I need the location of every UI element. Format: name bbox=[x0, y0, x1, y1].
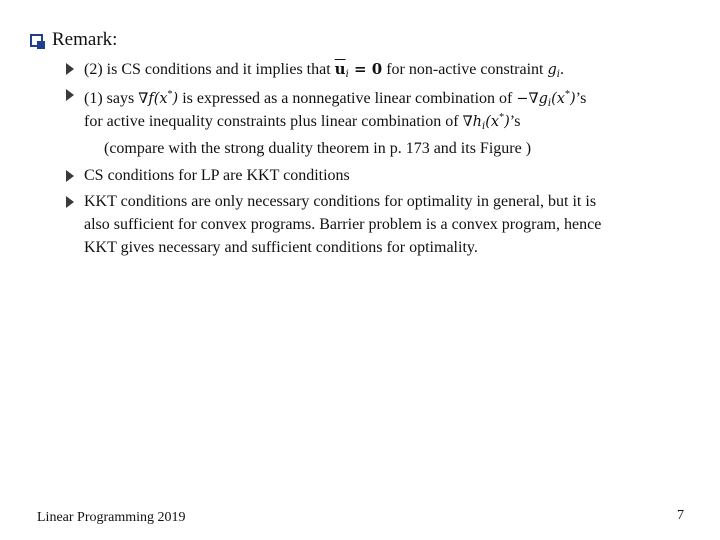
bullet-lp-kkt: CS conditions for LP are KKT conditions bbox=[84, 167, 350, 184]
arrow-bullet-icon bbox=[66, 89, 74, 101]
bullet-gradient-line3: (compare with the strong duality theorem in p. 173 and its Figure ) bbox=[104, 140, 532, 157]
u-bar-var: $\overline{u}$ bbox=[334, 60, 346, 78]
arrow-bullet-icon bbox=[66, 170, 74, 182]
bullet-kkt-line1: KKT conditions are only necessary conditions for optimality in general, but it is bbox=[84, 193, 597, 210]
footer-course: Linear Programming 2019 bbox=[37, 510, 186, 525]
bullet-kkt-line3: KKT gives necessary and sufficient conditions for optimality. bbox=[84, 239, 478, 256]
bullet-gradient-line1: (1) says ∇f(x*) is expressed as a nonnegative linear combination of $-\nabla g_i(x^*)’s$ bbox=[84, 89, 587, 109]
bullet-kkt-line2: also sufficient for convex programs. Barrier problem is a convex program, hence bbox=[84, 216, 602, 233]
checkbox-bullet-icon bbox=[30, 34, 43, 47]
arrow-bullet-icon bbox=[66, 196, 74, 208]
bullet-gradient-line2: for active inequality constraints plus linear combination of $\nabla h_i(x^*)’s$ bbox=[84, 112, 521, 132]
page-number: 7 bbox=[677, 508, 684, 523]
remark-heading bbox=[30, 29, 117, 51]
heading-label: Remark: bbox=[52, 29, 118, 50]
arrow-bullet-icon bbox=[66, 63, 74, 75]
bullet-cs-conditions: (2) is CS conditions and it implies that $\overline{u}_i = 0$ for non-active constraint $g_i$. bbox=[84, 60, 564, 80]
